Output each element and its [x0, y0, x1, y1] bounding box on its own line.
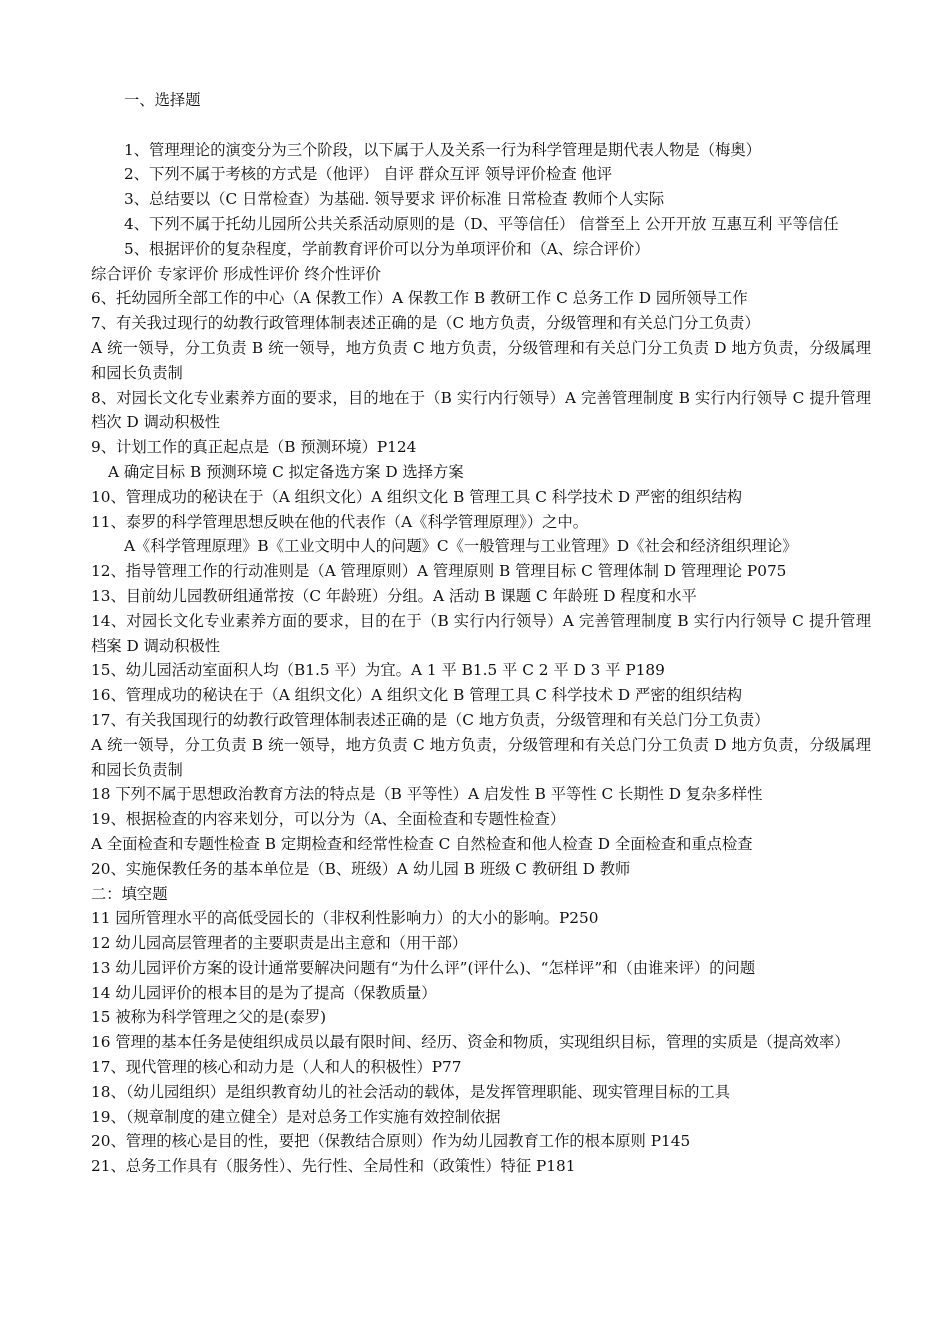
fill-19: 19、（规章制度的建立健全）是对总务工作实施有效控制依据 [91, 1107, 501, 1126]
fill-21: 21、总务工作具有（服务性）、先行性、全局性和（政策性）特征 P181 [91, 1157, 576, 1176]
question-10: 10、管理成功的秘诀在于（A 组织文化）A 组织文化 B 管理工具 C 科学技术 D 严密的组织结构 [91, 487, 743, 506]
question-7: 7、有关我过现行的幼教行政管理体制表述正确的是（C 地方负责，分级管理和有关总门分工负责） [91, 314, 760, 333]
question-16: 16、管理成功的秘诀在于（A 组织文化）A 组织文化 B 管理工具 C 科学技术 D 严密的组织结构 [91, 686, 743, 705]
section-heading-fill: 二：填空题 [91, 884, 168, 903]
fill-14: 14 幼儿园评价的根本目的是为了提高（保教质量） [91, 983, 437, 1002]
question-8: 8、对园长文化专业素养方面的要求，目的地在于（B 实行内行领导）A 完善管理制度 B 实行内行领导 C 提升管理档次 D 调动积极性 [91, 388, 871, 432]
question-11: 11、泰罗的科学管理思想反映在他的代表作（A《科学管理原理》）之中。 [91, 512, 589, 531]
question-9-options: A 确定目标 B 预测环境 C 拟定备选方案 D 选择方案 [108, 462, 464, 481]
document-page [91, 88, 871, 1179]
question-20: 20、实施保教任务的基本单位是（B、班级）A 幼儿园 B 班级 C 教研组 D 教师 [91, 859, 631, 878]
fill-11: 11 园所管理水平的高低受园长的（非权利性影响力）的大小的影响。P250 [91, 909, 599, 928]
fill-15: 15 被称为科学管理之父的是(泰罗) [91, 1008, 327, 1027]
fill-13: 13 幼儿园评价方案的设计通常要解决问题有“为什么评”(评什么)、“怎样评”和（由谁来评）的问题 [91, 958, 756, 977]
question-5: 5、根据评价的复杂程度，学前教育评价可以分为单项评价和（A、综合评价） [124, 239, 650, 258]
question-15: 15、幼儿园活动室面积人均（B1.5 平）为宜。A 1 平 B1.5 平 C 2 平 D 3 平 P189 [91, 661, 665, 680]
question-18: 18 下列不属于思想政治教育方法的特点是（B 平等性）A 启发性 B 平等性 C 长期性 D 复杂多样性 [91, 785, 763, 804]
question-14: 14、对园长文化专业素养方面的要求，目的在于（B 实行内行领导）A 完善管理制度 B 实行内行领导 C 提升管理档案 D 调动积极性 [91, 611, 871, 655]
question-3: 3、总结要以（C 日常检查）为基础. 领导要求 评价标准 日常检查 教师个人实际 [124, 190, 665, 209]
blank-line [91, 113, 871, 138]
question-1: 1、管理理论的演变分为三个阶段，以下属于人及关系一行为科学管理是期代表人物是（梅奥） [124, 140, 761, 159]
section-heading-choice: 一、选择题 [124, 91, 201, 109]
question-7-options: A 统一领导，分工负责 B 统一领导，地方负责 C 地方负责，分级管理和有关总门分工负责 D 地方负责，分级属理和园长负责制 [91, 338, 871, 382]
fill-16: 16 管理的基本任务是使组织成员以最有限时间、经历、资金和物质，实现组织目标，管理的实质是（提高效率） [91, 1033, 850, 1052]
question-13: 13、目前幼儿园教研组通常按（C 年龄班）分组。A 活动 B 课题 C 年龄班 D 程度和水平 [91, 586, 697, 605]
fill-17: 17、现代管理的核心和动力是（人和人的积极性）P77 [91, 1058, 462, 1077]
question-11-options: A《科学管理原理》B《工业文明中人的问题》C《一般管理与工业管理》D《社会和经济组织理论》 [124, 537, 798, 556]
question-9: 9、计划工作的真正起点是（B 预测环境）P124 [91, 438, 417, 457]
fill-20: 20、管理的核心是目的性，要把（保教结合原则）作为幼儿园教育工作的根本原则 P145 [91, 1132, 691, 1151]
question-4: 4、下列不属于托幼儿园所公共关系活动原则的是（D、平等信任） 信誉至上 公开开放 互惠互利 平等信任 [124, 214, 839, 233]
question-17: 17、有关我国现行的幼教行政管理体制表述正确的是（C 地方负责，分级管理和有关总门分工负责） [91, 710, 770, 729]
question-5-options: 综合评价 专家评价 形成性评价 终介性评价 [91, 264, 381, 283]
question-19: 19、根据检查的内容来划分，可以分为（A、全面检查和专题性检查） [91, 810, 566, 829]
question-6: 6、托幼园所全部工作的中心（A 保教工作）A 保教工作 B 教研工作 C 总务工作 D 园所领导工作 [91, 289, 748, 308]
fill-18: 18、（幼儿园组织）是组织教育幼儿的社会活动的载体，是发挥管理职能、现实管理目标的工具 [91, 1082, 730, 1101]
question-12: 12、指导管理工作的行动准则是（A 管理原则）A 管理原则 B 管理目标 C 管理体制 D 管理理论 P075 [91, 562, 787, 581]
fill-12: 12 幼儿园高层管理者的主要职责是出主意和（用干部） [91, 934, 468, 953]
question-2: 2、下列不属于考核的方式是（他评） 自评 群众互评 领导评价检查 他评 [124, 165, 613, 184]
question-17-options: A 统一领导，分工负责 B 统一领导，地方负责 C 地方负责，分级管理和有关总门分工负责 D 地方负责，分级属理和园长负责制 [91, 735, 871, 779]
question-19-options: A 全面检查和专题性检查 B 定期检查和经常性检查 C 自然检查和他人检查 D 全面检查和重点检查 [91, 834, 753, 853]
